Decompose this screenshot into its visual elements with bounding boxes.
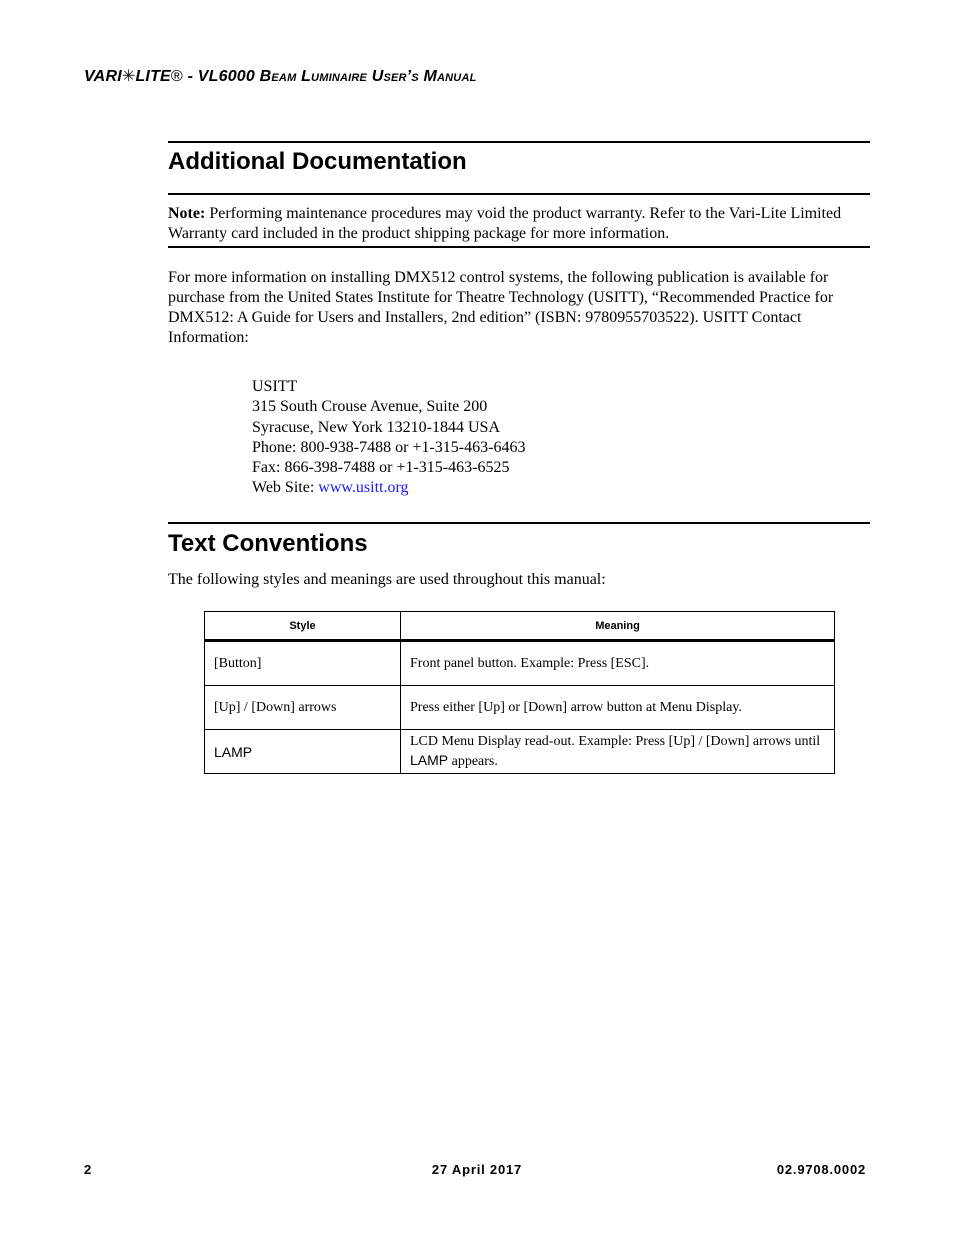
section-heading-additional-documentation: Additional Documentation [168, 148, 467, 175]
conventions-table [204, 611, 835, 774]
usitt-address [252, 377, 525, 499]
dmx-info-paragraph: For more information on installing DMX512 control systems, the following publication is available for purchase from the United States Institute for Theatre Technology (USITT), “Recommended Practice for DMX512: A Guide for Users and Installers, 2nd edition” (ISBN: 9780955703522). USITT Contact Information: [168, 269, 834, 346]
column-header-meaning: Meaning [401, 612, 835, 641]
note-text: Performing maintenance procedures may void the product warranty. Refer to the Vari-Lite Limited Warranty card included in the product shipping package for more information. [168, 205, 842, 242]
meaning-cell [401, 730, 835, 774]
meaning-suffix: appears. [448, 753, 498, 769]
note-rule-bottom [168, 246, 870, 248]
address-line: Fax: 866-398-7488 or +1-315-463-6525 [252, 459, 510, 477]
brand-asterisk-icon: ✳ [121, 68, 136, 85]
brand-name: VARI [84, 68, 122, 85]
manual-title: Beam Luminaire User’s Manual [259, 68, 477, 85]
style-cell: LAMP [205, 730, 401, 774]
address-line: USITT [252, 378, 298, 395]
page-number: 2 [84, 1162, 93, 1177]
style-cell: [Button] [205, 641, 401, 686]
lcd-readout-text: LAMP [410, 751, 449, 768]
brand-name-2: LITE [135, 68, 171, 85]
column-header-style: Style [205, 612, 401, 641]
meaning-prefix: LCD Menu Display read-out. Example: Press [Up] / [Down] arrows until [410, 733, 821, 749]
meaning-cell: Press either [Up] or [Down] arrow button at Menu Display. [401, 686, 835, 730]
running-header [84, 66, 477, 86]
website-label: Web Site: [252, 479, 319, 497]
table-row [205, 686, 835, 730]
section-rule-top-2 [168, 522, 870, 524]
meaning-cell: Front panel button. Example: Press [ESC]. [401, 641, 835, 686]
note-rule-top [168, 193, 870, 195]
document-number: 02.9708.0002 [776, 1162, 866, 1177]
style-cell: [Up] / [Down] arrows [205, 686, 401, 730]
website-link[interactable]: www.usitt.org [318, 479, 409, 497]
model-name: VL6000 [197, 68, 260, 85]
address-line: 315 South Crouse Avenue, Suite 200 [252, 398, 488, 416]
footer-date: 27 April 2017 [431, 1162, 523, 1177]
note-block [168, 204, 870, 244]
website-line [252, 478, 525, 498]
registered-mark: ® [170, 68, 183, 85]
section-rule-top [168, 141, 870, 143]
header-separator: - [182, 68, 198, 85]
table-header-row [205, 612, 835, 641]
section-heading-text-conventions: Text Conventions [168, 530, 368, 557]
table-row [205, 641, 835, 686]
table-row [205, 730, 835, 774]
address-line: Syracuse, New York 13210-1844 USA [252, 418, 500, 436]
note-label: Note: [168, 205, 206, 222]
text-conventions-intro: The following styles and meanings are used throughout this manual: [168, 571, 606, 588]
address-line: Phone: 800-938-7488 or +1-315-463-6463 [252, 438, 526, 456]
